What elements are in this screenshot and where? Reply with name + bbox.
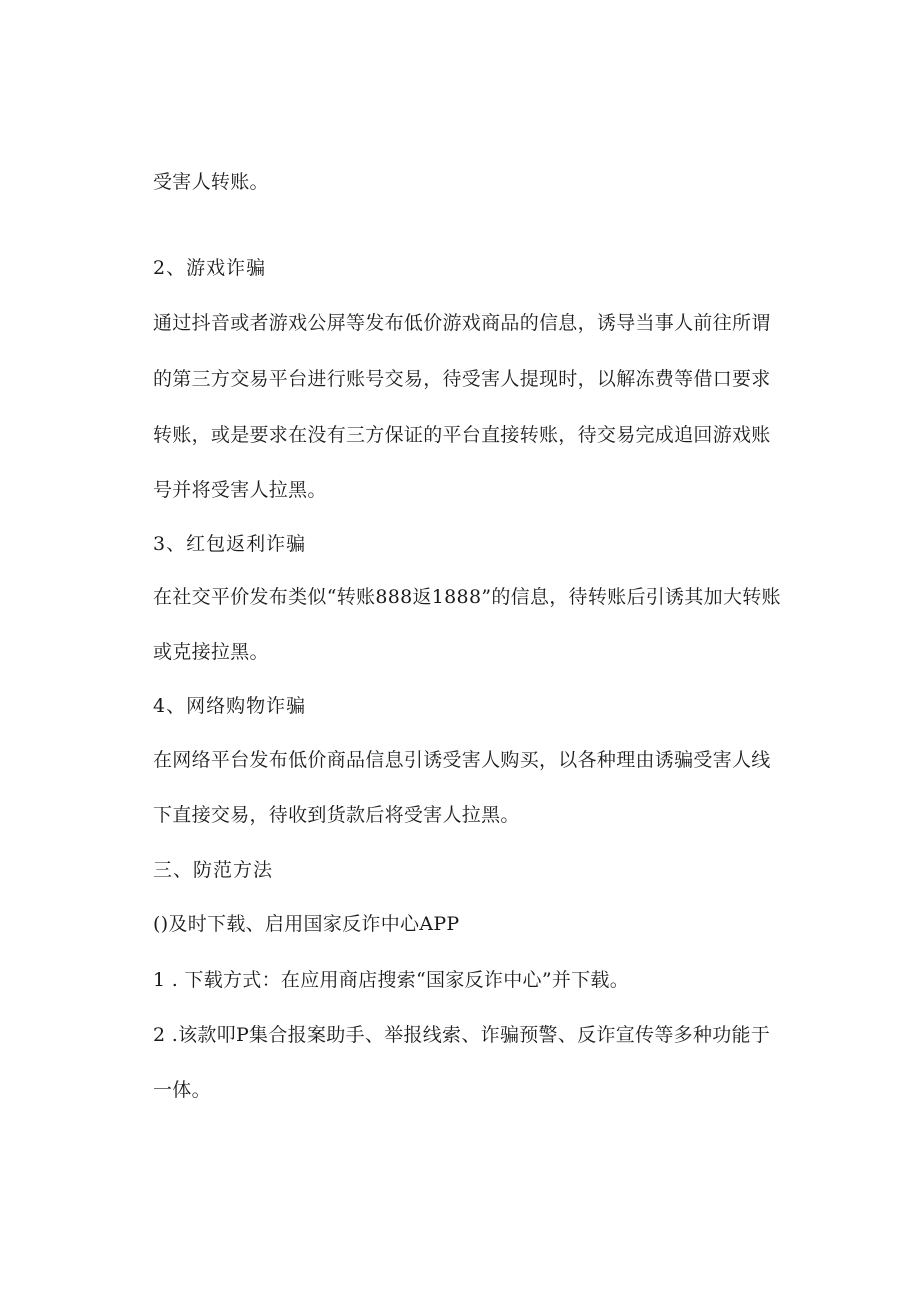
paragraph-line: 转账，或是要求在没有三方保证的平台直接转账，待交易完成追回游戏账 (153, 424, 771, 446)
list-item-2: 2 .该款叩P集合报案助手、举报线索、诈骗预警、反诈宣传等多种功能于 (153, 1024, 771, 1046)
subheading-download-app: ()及时下载、启用国家反诈中心APP (153, 913, 460, 935)
paragraph-line: 通过抖音或者游戏公屏等发布低价游戏商品的信息，诱导当事人前往所谓 (153, 312, 771, 334)
section-heading-game-fraud: 2、游戏诈骗 (153, 257, 267, 279)
paragraph-line: 在网络平台发布低价商品信息引诱受害人购买，以各种理由诱骗受害人线 (153, 749, 771, 771)
section-heading-prevention: 三、防范方法 (153, 859, 274, 881)
section-heading-red-packet-fraud: 3、红包返利诈骗 (153, 533, 307, 555)
paragraph-line: 一体。 (153, 1079, 211, 1101)
list-item-1: 1 . 下载方式：在应用商店搜索“国家反诈中心”并下载。 (153, 969, 630, 991)
paragraph-line: 在社交平价发布类似“转账888返1888”的信息，待转账后引诱其加大转账 (153, 586, 781, 608)
paragraph-line: 或克接拉黑。 (153, 641, 269, 663)
paragraph-line: 下直接交易，待收到货款后将受害人拉黑。 (153, 804, 520, 826)
paragraph-line: 的第三方交易平台进行账号交易，待受害人提现时，以解冻费等借口要求 (153, 368, 771, 390)
paragraph-line: 号并将受害人拉黑。 (153, 479, 327, 501)
paragraph-line: 受害人转账。 (153, 171, 269, 193)
section-heading-online-shopping-fraud: 4、网络购物诈骗 (153, 695, 307, 717)
